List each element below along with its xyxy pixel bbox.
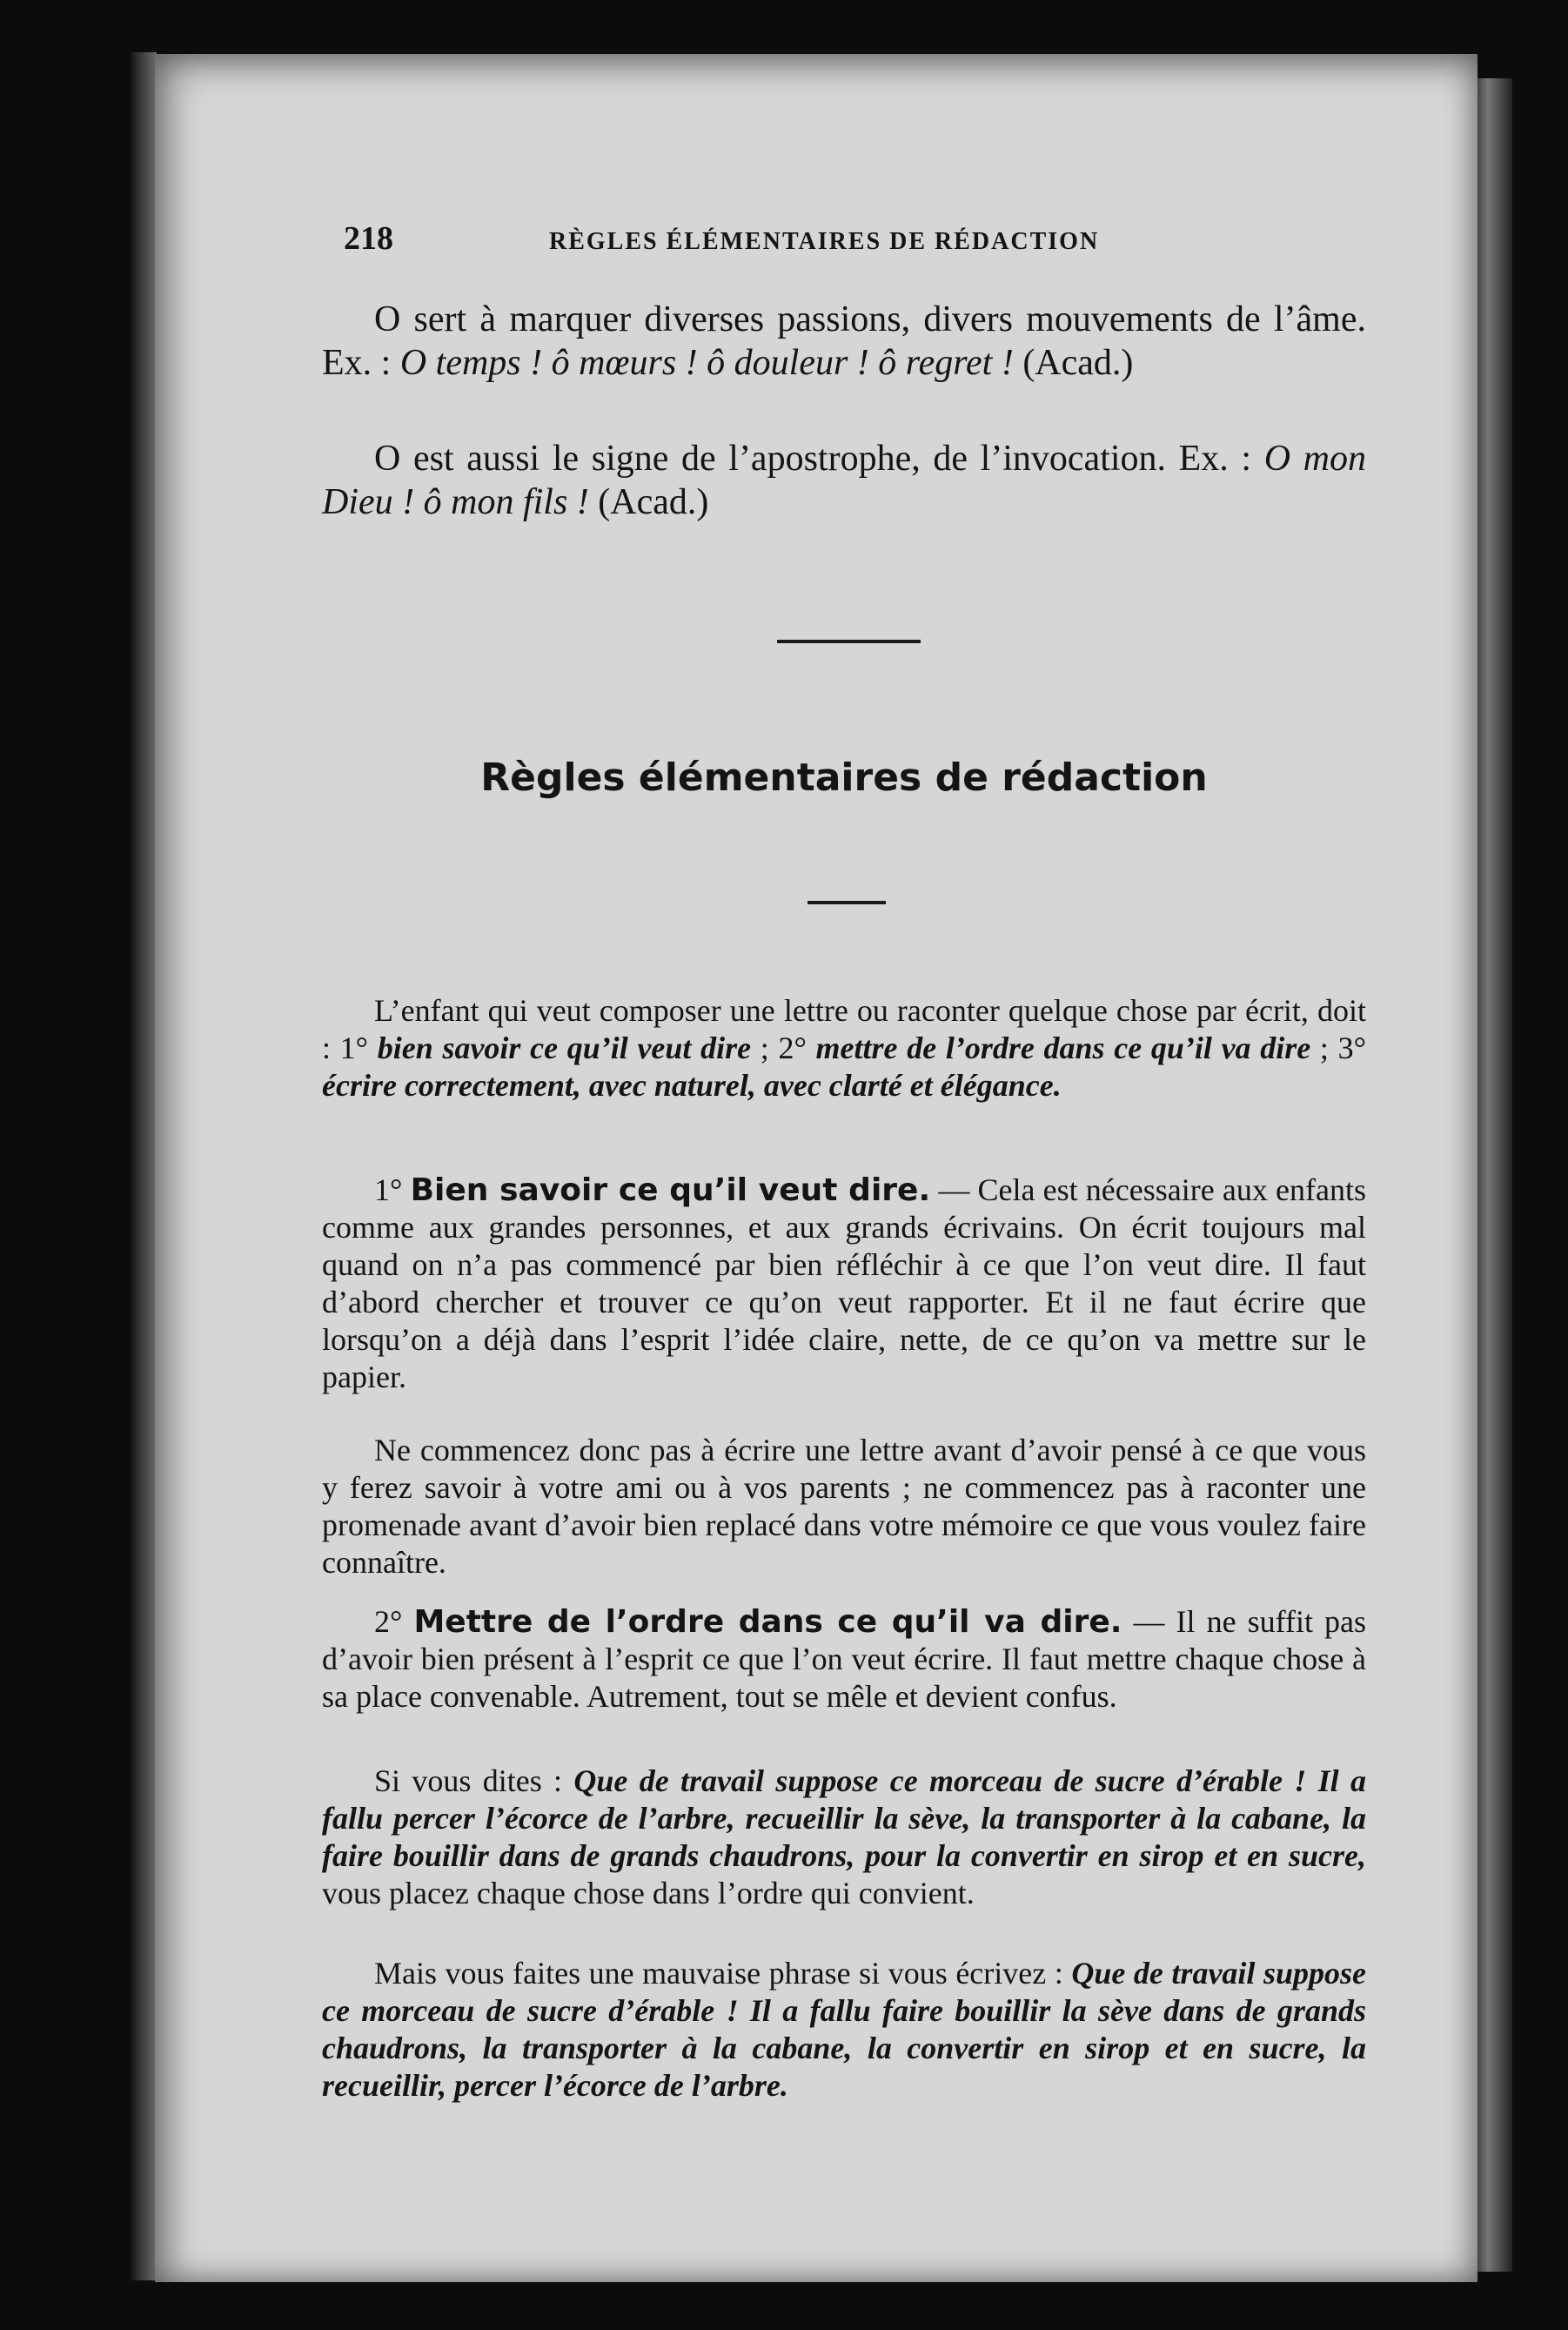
rule-2-paragraph [322, 1603, 1366, 1716]
page-edge [1478, 78, 1512, 2272]
rule-1-text: — Cela est nécessaire aux enfants comme aux grandes personnes, et aux grands écrivains. On écrit toujours mal quand on n’a pas commencé par bien réfléchir à ce que l’on veut dire. Il faut d’abord chercher et trouver ce qu’on veut rapporter. Et il ne faut écrire que lorsqu’on a déjà dans l’esprit l’idée claire, nette, de ce qu’on va mettre sur le papier. [322, 1172, 1366, 1394]
lead-sep-2: ; 3° [1310, 1031, 1366, 1065]
rule-2-number: 2° [374, 1604, 414, 1639]
intro-paragraph-2 [322, 437, 1366, 524]
rule-2-p2-text: Si vous dites : [374, 1763, 574, 1798]
book-page [155, 54, 1478, 2282]
page-number: 218 [344, 220, 393, 257]
rule-2-heading: Mettre de l’ordre dans ce qu’il va dire. [413, 1604, 1122, 1640]
lead-text: L’enfant qui veut composer une lettre ou raconter quelque chose par écrit, doit : 1° [322, 993, 1366, 1065]
running-header [344, 219, 1370, 272]
intro-p1-source: (Acad.) [1013, 343, 1134, 383]
rule-1-p2-text: Ne commencez donc pas à écrire une lettre avant d’avoir pensé à ce que vous y ferez savoir à votre ami ou à vos parents ; ne commencez pas à raconter une promenade avant d’avoir bien replacé dans votre mémoire ce que vous voulez faire connaître. [322, 1433, 1366, 1580]
divider-rule-top [777, 640, 921, 643]
rule-2-paragraph-2 [322, 1763, 1366, 1912]
rule-2-p3-example: Que de travail suppose ce morceau de sucre d’érable ! Il a fallu faire bouillir la sève dans de grands chaudrons, la transporter à la cabane, la convertir en sirop et en sucre, la recueillir, percer l’écorce de l’arbre. [322, 1956, 1366, 2103]
lead-item-3: écrire correctement, avec naturel, avec clarté et élégance. [322, 1068, 1062, 1103]
intro-p2-text: O est aussi le signe de l’apostrophe, de l’invocation. Ex. : [374, 439, 1264, 479]
rule-2-p2-end: vous placez chaque chose dans l’ordre qui convient. [322, 1876, 975, 1910]
lead-item-2: mettre de l’ordre dans ce qu’il va dire [815, 1031, 1311, 1065]
lead-sep-1: ; 2° [751, 1031, 816, 1065]
section-title: Règles élémentaires de rédaction [480, 755, 1208, 800]
lead-paragraph [322, 992, 1366, 1105]
lead-item-1: bien savoir ce qu’il veut dire [377, 1031, 752, 1065]
rule-1-paragraph-2 [322, 1432, 1366, 1581]
rule-2-paragraph-3 [322, 1955, 1366, 2105]
book-spine-shadow [131, 52, 157, 2280]
running-title: RÈGLES ÉLÉMENTAIRES DE RÉDACTION [549, 228, 1100, 255]
rule-2-text: — Il ne suffit pas d’avoir bien présent à l’esprit ce que l’on veut écrire. Il faut mettre chaque chose à sa place convenable. Autrement, tout se mêle et devient confus. [322, 1604, 1367, 1714]
rule-2-p2-example: Que de travail suppose ce morceau de sucre d’érable ! Il a fallu percer l’écorce de l’arbre, recueillir la sève, la transporter à la cabane, la faire bouillir dans de grands chaudrons, pour la convertir en sirop et en sucre, [322, 1763, 1366, 1873]
intro-paragraph-1 [322, 298, 1366, 385]
intro-p1-example: O temps ! ô mœurs ! ô douleur ! ô regret ! [399, 343, 1014, 383]
rule-1-paragraph [322, 1172, 1366, 1396]
intro-p2-source: (Acad.) [588, 482, 709, 522]
rule-2-p3-text: Mais vous faites une mauvaise phrase si vous écrivez : [374, 1956, 1072, 1991]
rule-1-heading: Bien savoir ce qu’il veut dire. [410, 1172, 931, 1208]
intro-p1-text: O sert à marquer diverses passions, divers mouvements de l’âme. Ex. : [322, 299, 1366, 383]
rule-1-number: 1° [374, 1172, 411, 1207]
divider-rule-bottom [807, 901, 886, 904]
intro-p2-example: O mon Dieu ! ô mon fils ! [322, 439, 1366, 522]
